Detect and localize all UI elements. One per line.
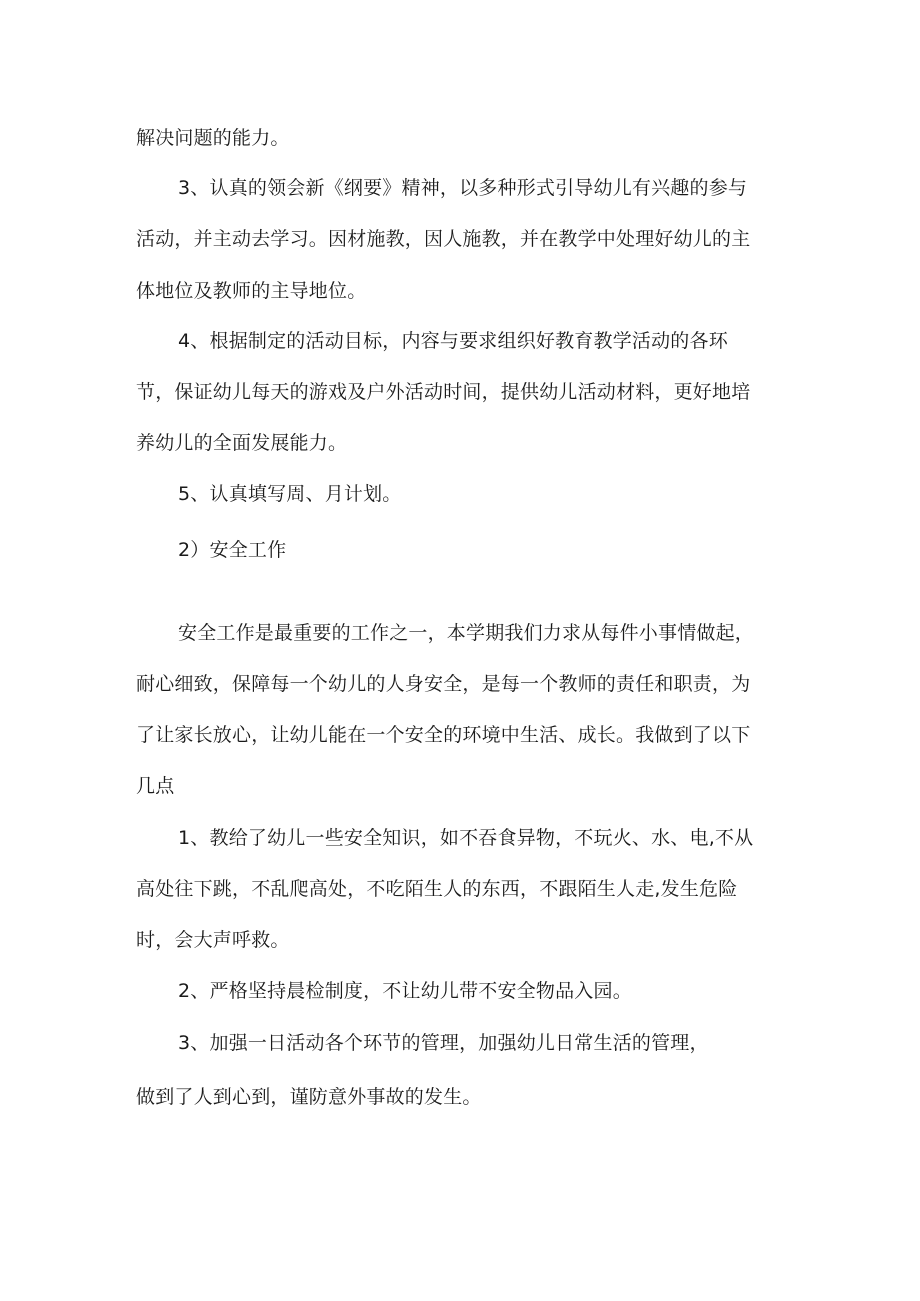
text-line: 活动，并主动去学习。因材施教，因人施教，并在教学中处理好幼儿的主 [136,228,751,250]
text-line: 了让家长放心，让幼儿能在一个安全的环境中生活、成长。我做到了以下 [136,724,751,746]
text-line: 体地位及教师的主导地位。 [136,280,367,302]
text-line: 做到了人到心到，谨防意外事故的发生。 [136,1086,482,1108]
text-line: 耐心细致，保障每一个幼儿的人身安全，是每一个教师的责任和职责，为 [136,673,751,695]
text-line: 3、加强一日活动各个环节的管理，加强幼儿日常生活的管理， [178,1032,709,1054]
text-line: 4、根据制定的活动目标，内容与要求组织好教育教学活动的各环 [178,330,728,352]
text-line: 1、教给了幼儿一些安全知识，如不吞食异物，不玩火、水、电,不从 [178,827,754,849]
text-line: 3、认真的领会新《纲要》精神，以多种形式引导幼儿有兴趣的参与 [178,177,748,199]
text-line: 2、严格坚持晨检制度，不让幼儿带不安全物品入园。 [178,980,632,1002]
text-line: 解决问题的能力。 [136,127,290,149]
text-line: 安全工作是最重要的工作之一，本学期我们力求从每件小事情做起， [178,622,755,644]
text-line: 节，保证幼儿每天的游戏及户外活动时间，提供幼儿活动材料，更好地培 [136,381,751,403]
text-line: 5、认真填写周、月计划。 [178,483,402,505]
section-heading: 2）安全工作 [178,539,287,561]
text-line: 几点 [136,775,175,797]
text-line: 养幼儿的全面发展能力。 [136,432,348,454]
text-line: 时，会大声呼救。 [136,929,290,951]
text-line: 高处往下跳，不乱爬高处，不吃陌生人的东西，不跟陌生人走,发生危险 [136,878,738,900]
